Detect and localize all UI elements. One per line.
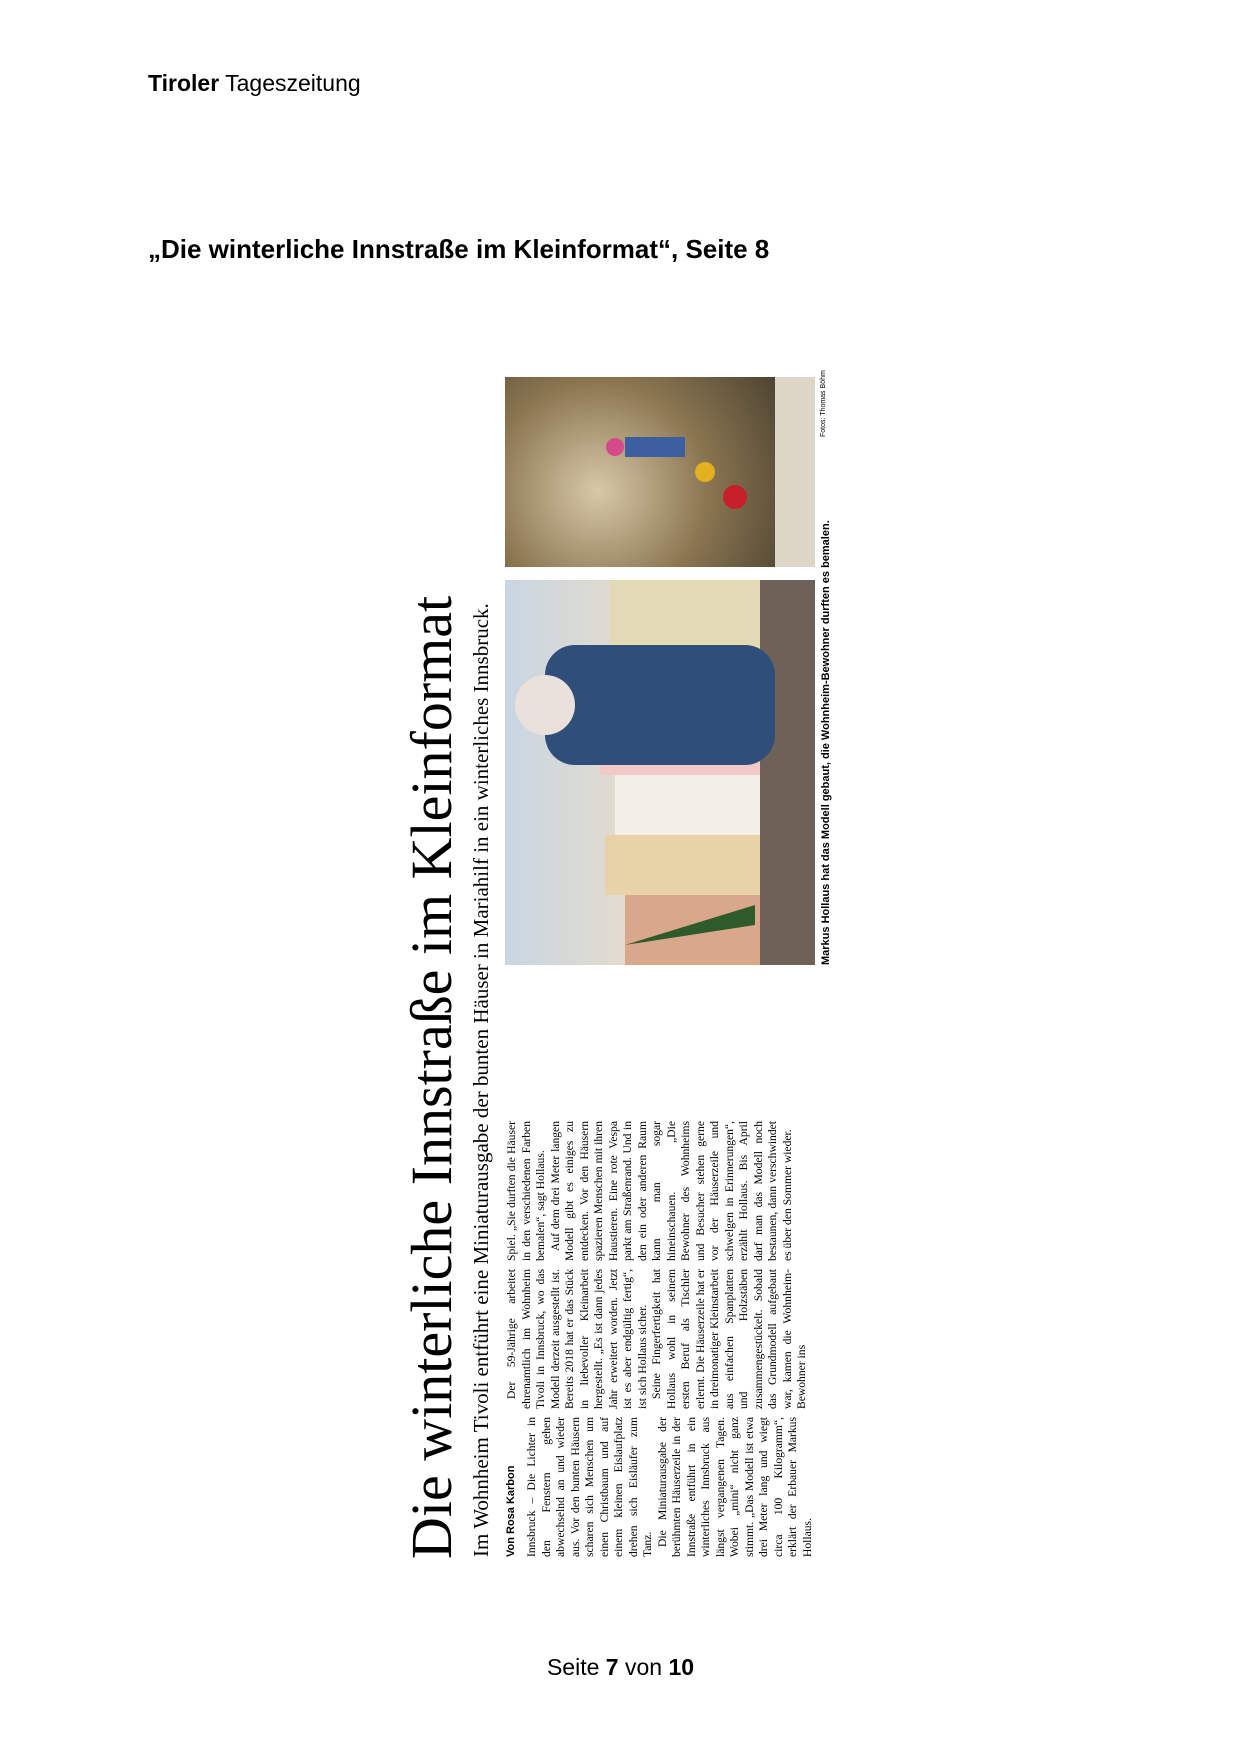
article-paragraph: Die Miniaturausgabe der berühmten Häuserzeile in der Innstraße entführt in ein winterliches Innsbruck aus längst vergangenen Tagen. Wobei „mini“ nicht ganz stimmt. „Das Modell ist etwa drei Meter lang und wiegt circa 100 Kilogramm“, erklärt der Erbauer Markus Hollaus. <box>655 1417 814 1557</box>
article-paragraph: Der 59-Jährige arbeitet ehrenamtlich im Wohnheim Tivoli in Innsbruck, wo das Modell derzeit ausgestellt ist. Bereits 2018 hat er das Stück in liebevoller Kleinarbeit hergestellt. „Es ist dann jedes Jahr erweitert worden. Jetzt ist es aber endgültig fertig“, ist sich Hollaus sicher. <box>505 1269 649 1409</box>
photo-figurines <box>505 377 815 567</box>
publication-header <box>148 70 361 97</box>
article-paragraph: Seine Fingerfertigkeit hat Hollaus wohl in seinem ersten Beruf als Tischler erlernt. Die Häuserzeile hat er in dreimonatiger Kleinstarbeit aus einfachen Spanplatten und Holzstäben zusammengestückelt. Sobald das Grundmodell aufgebaut war, kamen die Wohnheim-Bewohner ins <box>650 1269 808 1409</box>
publication-name-rest: Tageszeitung <box>219 70 361 96</box>
article-column-3 <box>505 1121 795 1261</box>
photo-caption: Markus Hollaus hat das Modell gebaut, die Wohnheim-Bewohner durften es bemalen. <box>820 520 832 965</box>
article-paragraph: Spiel. „Sie durften die Häuser in den verschiedenen Farben bemalen“, sagt Hollaus. <box>505 1121 547 1261</box>
figurines-illustration <box>505 377 815 567</box>
article-column-2 <box>505 1269 810 1409</box>
photo-credit: Fotos: Thomas Böhm <box>820 370 827 437</box>
page-number-prefix: Seite <box>546 1654 606 1680</box>
page-number-total: 10 <box>668 1654 695 1680</box>
article-reference-title: „Die winterliche Innstraße im Kleinformat“, Seite 8 <box>148 234 770 264</box>
article-byline: Von Rosa Karbon <box>505 1465 517 1557</box>
page-number <box>0 1654 1241 1681</box>
photo-model-houses <box>505 580 815 965</box>
article-paragraph: Innsbruck – Die Lichter in den Fenstern gehen abwechselnd an und wieder aus. Vor den bunten Häusern scharen sich Menschen um einen Christbaum und auf einem kleinen Eislaufplatz drehen sich Eisläufer zum Tanz. <box>525 1417 654 1557</box>
article-subline: Im Wohnheim Tivoli entführt eine Miniaturausgabe der bunten Häuser in Mariahilf in ein winterliches Innsbruck. <box>469 603 493 1557</box>
article-body <box>505 967 850 1567</box>
page-number-mid: von <box>618 1654 669 1680</box>
publication-name-bold: Tiroler <box>148 70 220 96</box>
clipping-rotated-content <box>395 357 855 1567</box>
page-number-current: 7 <box>605 1654 619 1680</box>
article-column-1 <box>525 1417 815 1557</box>
article-paragraph: Auf dem drei Meter langen Modell gibt es einiges zu entdecken. Vor den Häusern spazieren Menschen mit ihren Haustieren. Eine rote Vespa parkt am Straßenrand. Und in den ein oder anderen Raum kann man sogar hineinschauen. „Die Bewohner des Wohnheims und Besucher stehen gerne vor der Häuserzeile und schwelgen in Erinnerungen“, erzählt Hollaus. Bis April darf man das Modell noch bestaunen, dann verschwindet es über den Sommer wieder. <box>548 1121 794 1261</box>
houses-illustration <box>505 580 815 965</box>
article-headline: Die winterliche Innstraße im Kleinformat <box>399 595 464 1559</box>
newspaper-clipping <box>395 357 855 1567</box>
